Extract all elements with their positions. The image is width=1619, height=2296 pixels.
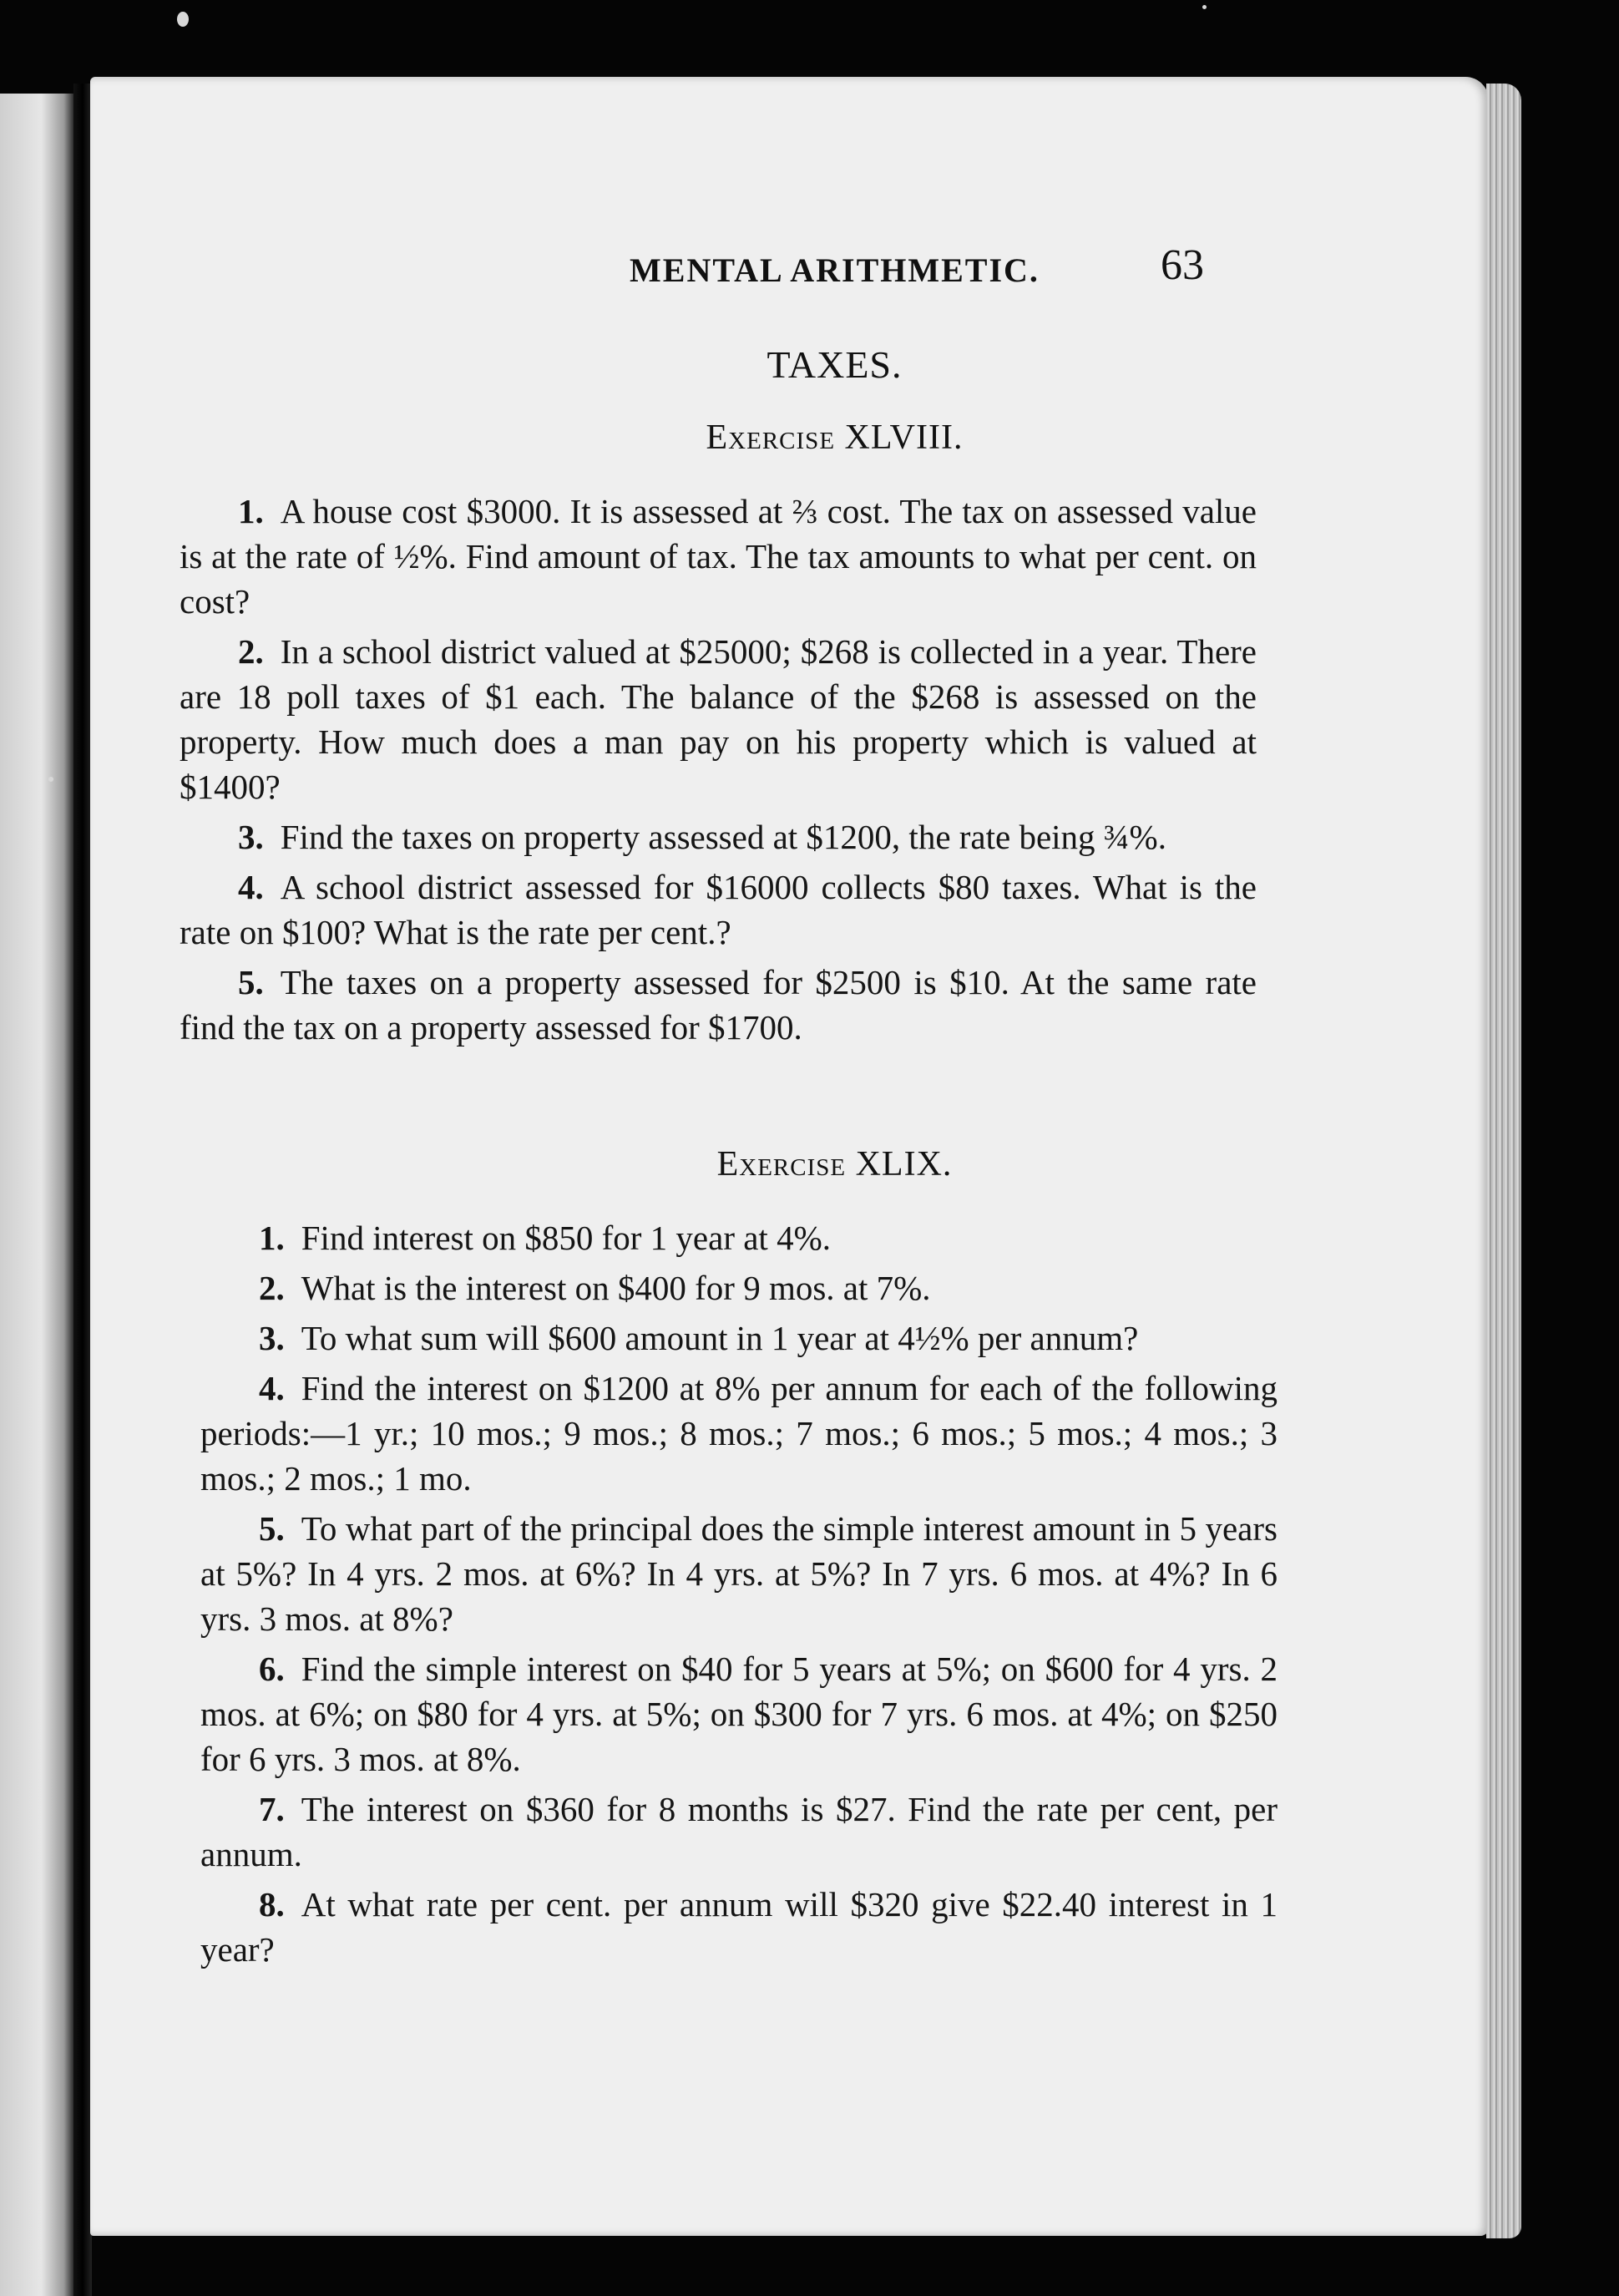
section-title: TAXES. (766, 343, 903, 386)
problem-text: Find the interest on $1200 at 8% per annum for each of the following periods:—1 yr.; 10 mos.; 9 mos.; 8 mos.; 7 mos.; 6 mos.; 5 mos.; 4 mos.; 3 mos.; 2 mos.; 1 mo. (200, 1369, 1277, 1498)
problem-text: At what rate per cent. per annum will $320 give $22.40 interest in 1 year? (200, 1885, 1277, 1969)
problem-number: 8. (259, 1885, 285, 1923)
problem-text: The taxes on a property assessed for $2500 is $10. At the same rate find the tax on a property assessed for $1700. (180, 963, 1257, 1047)
problem-number: 4. (238, 868, 264, 906)
problem-number: 3. (238, 818, 264, 856)
problem-text: To what sum will $600 amount in 1 year at 4½% per annum? (301, 1319, 1139, 1357)
problem-item (200, 1506, 1277, 1641)
problem-text: Find interest on $850 for 1 year at 4%. (301, 1219, 831, 1257)
dust-speck (48, 777, 53, 782)
problem-number: 5. (259, 1509, 285, 1548)
problem-text: The interest on $360 for 8 months is $27. Find the rate per cent, per annum. (200, 1790, 1277, 1873)
exercise-problem-list (200, 1215, 1277, 1977)
problem-number: 5. (238, 963, 264, 1001)
running-header: MENTAL ARITHMETIC. (630, 251, 1040, 289)
problem-text: To what part of the principal does the simple interest amount in 5 years at 5%? In 4 yrs. 2 mos. at 6%? In 4 yrs. at 5%? In 7 yrs. 6 mos. at 4%? In 6 yrs. 3 mos. at 8%? (200, 1509, 1277, 1638)
exercise-heading: Exercise XLIX. (716, 1145, 953, 1183)
problem-item (200, 1882, 1277, 1972)
dust-speck (1202, 5, 1207, 9)
problem-text: A house cost $3000. It is assessed at ⅔ cost. The tax on assessed value is at the rate of ½%. Find amount of tax. The tax amounts to what per cent. on cost? (180, 492, 1257, 621)
problem-item (200, 1265, 1277, 1310)
problem-text: Find the simple interest on $40 for 5 years at 5%; on $600 for 4 yrs. 2 mos. at 6%; on $80 for 4 yrs. at 5%; on $300 for 7 yrs. 6 mos. at 4%; on $250 for 6 yrs. 3 mos. at 8%. (200, 1650, 1277, 1778)
problem-number: 6. (259, 1650, 285, 1688)
problem-number: 3. (259, 1319, 285, 1357)
problem-number: 2. (259, 1269, 285, 1307)
problem-number: 2. (238, 632, 264, 671)
problem-number: 1. (238, 492, 264, 530)
exercise-heading: Exercise XLVIII. (706, 418, 964, 457)
problem-text: What is the interest on $400 for 9 mos. at 7%. (301, 1269, 931, 1307)
problem-item (200, 1646, 1277, 1782)
problem-item (180, 814, 1257, 859)
problem-item (180, 960, 1257, 1050)
problem-text: In a school district valued at $25000; $268 is collected in a year. There are 18 poll taxes of $1 each. The balance of the $268 is assessed on the property. How much does a man pay on his property which is valued at $1400? (180, 632, 1257, 806)
page-number: 63 (1161, 241, 1204, 289)
problem-number: 7. (259, 1790, 285, 1828)
problem-item (200, 1787, 1277, 1877)
problem-item (200, 1366, 1277, 1501)
problem-item (180, 629, 1257, 809)
problem-item (180, 489, 1257, 624)
problem-item (180, 864, 1257, 955)
problem-text: Find the taxes on property assessed at $1200, the rate being ¾%. (280, 818, 1166, 856)
problem-item (200, 1315, 1277, 1361)
book-gutter (73, 84, 92, 2296)
problem-number: 1. (259, 1219, 285, 1257)
problem-item (200, 1215, 1277, 1260)
dust-speck (177, 12, 189, 27)
exercise-problem-list (180, 489, 1257, 1055)
problem-text: A school district assessed for $16000 collects $80 taxes. What is the rate on $100? What is the rate per cent.? (180, 868, 1257, 951)
problem-number: 4. (259, 1369, 285, 1407)
